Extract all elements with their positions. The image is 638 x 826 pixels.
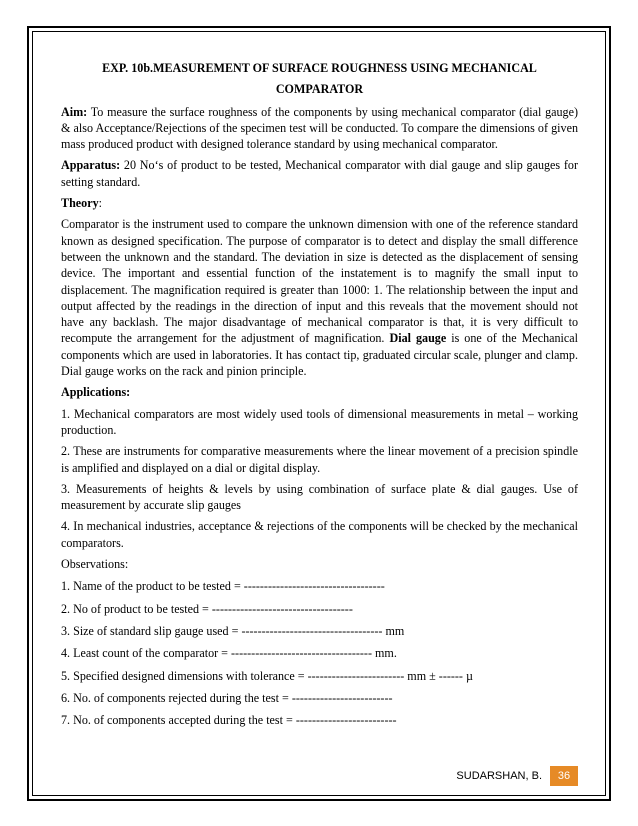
theory-colon: : (98, 196, 102, 211)
observation-item: 6. No. of components rejected during the test = ------------------------- (61, 690, 393, 705)
observation-item: 7. No. of components accepted during the test = ------------------------- (61, 713, 397, 728)
application-item: 1. Mechanical comparators are most widely used tools of dimensional measurements in metal – working production. (61, 406, 578, 437)
title-line-2: COMPARATOR (275, 82, 364, 97)
applications-heading: Applications: (61, 385, 131, 400)
page-number: 36 (550, 766, 578, 786)
observations-heading: Observations: (61, 557, 129, 572)
theory-text-1: Comparator is the instrument used to compare the unknown dimension with one of the reference standard known as designed specification. The purpose of comparator is to detect and display the small difference between the unknown and the standard. The deviation in size is detected as the displacement of sensing device. The important and essential function of the instatement is to magnify the small input to displacement. The magnification required is greater than 1000: 1. The relationship between the input and output affected by the readings in the direction of input and this reveals that the movement should not have any backlash. The major disadvantage of mechanical comparator is that, it is very difficult to recompute the arrangement for the adjustment of magnification. (61, 217, 578, 346)
theory-bold-term: Dial gauge (389, 331, 447, 346)
page-footer (456, 766, 578, 786)
aim-label: Aim: (61, 104, 88, 119)
theory-text-2: is one of the Mechanical components which are used in laboratories. It has contact tip, graduated circular scale, plunger and clamp. Dial gauge works on the rack and pinion principle. (61, 331, 579, 379)
application-item: 4. In mechanical industries, acceptance & rejections of the components will be checked by the mechanical comparators. (61, 519, 578, 550)
application-item: 2. These are instruments for comparative measurements where the linear movement of a precision spindle is amplified and displayed on a dial or digital display. (61, 444, 578, 475)
page-title (61, 60, 578, 98)
apparatus-paragraph (61, 157, 578, 190)
observations-section (61, 556, 578, 728)
theory-paragraph (61, 216, 578, 379)
theory-label: Theory (61, 196, 99, 211)
aim-text: To measure the surface roughness of the components by using mechanical comparator (dial gauge) & also Acceptance/Rejections of the specimen test will be conducted. To compare the dimensions of given mass produced product with designed tolerance standard by using mechanical comparator. (61, 104, 578, 152)
apparatus-label: Apparatus: (61, 158, 121, 173)
observation-item: 3. Size of standard slip gauge used = ----------------------------------- mm (61, 623, 405, 638)
observation-item: 1. Name of the product to be tested = ----------------------------------- (61, 579, 385, 594)
footer-author: SUDARSHAN, B. (456, 770, 542, 782)
theory-heading (61, 195, 578, 211)
observation-item: 5. Specified designed dimensions with tolerance = ------------------------ mm ± ------ µ (61, 668, 473, 683)
document-body (61, 60, 578, 734)
apparatus-text: 20 No‘s of product to be tested, Mechanical comparator with dial gauge and slip gauges for setting standard. (61, 158, 578, 189)
title-line-1: EXP. 10b.MEASUREMENT OF SURFACE ROUGHNESS USING MECHANICAL (102, 61, 537, 75)
observation-item: 2. No of product to be tested = ----------------------------------- (61, 601, 353, 616)
application-item: 3. Measurements of heights & levels by using combination of surface plate & dial gauges. Use of measurement by accurate slip gauges (61, 481, 578, 513)
aim-paragraph (61, 104, 578, 153)
observation-item: 4. Least count of the comparator = ----------------------------------- mm. (61, 646, 397, 661)
